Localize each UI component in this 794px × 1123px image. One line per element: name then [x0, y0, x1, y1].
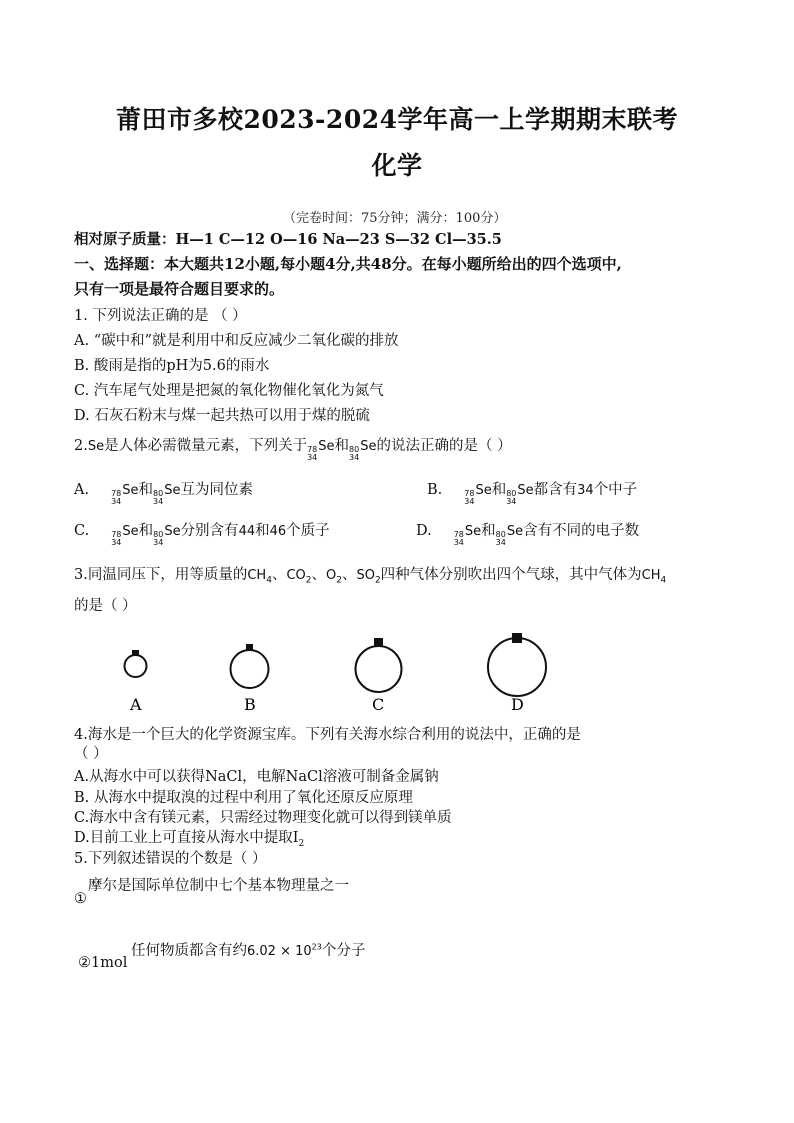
q4-stem-cont: （ ） [74, 746, 108, 762]
q1-option-a: A. “碳中和”就是利用中和反应减少二氧化碳的排放 [74, 333, 399, 349]
balloon-label-b: B [244, 695, 256, 714]
atomic-mass-line: 相对原子质量：H—1 C—12 O—16 Na—23 S—32 Cl—35.5 [74, 231, 502, 248]
q5-item1-text: 摩尔是国际单位制中七个基本物理量之一 [88, 878, 349, 894]
subject-title: 化学 [371, 151, 423, 180]
page-title: 莆田市多校2023-2024学年高一上学期期末联考 [115, 105, 679, 134]
balloon-d [488, 633, 546, 714]
section-heading: 一、选择题：本大题共12小题,每小题4分,共48分。在每小题所给出的四个选项中, [74, 255, 622, 273]
q5-item1-mark: ① [74, 891, 87, 907]
section-heading-cont: 只有一项是最符合题目要求的。 [74, 280, 285, 298]
balloons-figure [110, 628, 570, 716]
balloon-a [125, 650, 147, 714]
exam-info: （完卷时间：75分钟；满分：100分） [283, 211, 507, 226]
q5-stem: 5.下列叙述错误的个数是（ ） [74, 851, 267, 867]
q4-option-d: D.目前工业上可直接从海水中提取$I_2$ [74, 830, 305, 849]
q1-stem: 1. 下列说法正确的是 （ ） [74, 308, 247, 324]
q1-option-b: B. 酸雨是指的pH为5.6的雨水 [74, 358, 270, 374]
q2-stem: 2.Se是人体必需微量元素，下列关于 78 34 Se和 80 34 Se的说法正确的是（ ） [74, 438, 512, 462]
q5-item2-mark: ②1mol [78, 955, 128, 971]
balloon-label-d: D [511, 695, 524, 714]
balloon-label-c: C [372, 695, 385, 714]
q3-stem-cont: 的是（ ） [74, 598, 137, 614]
q1-option-c: C. 汽车尾气处理是把氮的氧化物催化氧化为氮气 [74, 383, 384, 399]
balloon-c [356, 638, 402, 714]
q4-stem: 4.海水是一个巨大的化学资源宝库。下列有关海水综合利用的说法中，正确的是 [74, 727, 581, 743]
q2-option-a: A. 78 34 Se和 80 34 Se互为同位素 [74, 482, 253, 506]
q1-option-d: D. 石灰石粉末与煤一起共热可以用于煤的脱硫 [74, 408, 370, 424]
q2-option-d: D. 78 34 Se和 80 34 Se含有不同的电子数 [416, 523, 640, 547]
balloon-label-a: A [130, 695, 142, 714]
q2-option-c: C. 78 34 Se和 80 34 Se分别含有44和46个质子 [74, 523, 330, 547]
q4-option-a: A.从海水中可以获得NaCl，电解NaCl溶液可制备金属钠 [74, 769, 439, 785]
q2-option-b: B. 78 34 Se和 80 34 Se都含有34个中子 [427, 482, 638, 506]
q4-option-c: C.海水中含有镁元素，只需经过物理变化就可以得到镁单质 [74, 810, 452, 826]
balloon-b [231, 644, 269, 714]
q3-stem: 3.同温同压下，用等质量的$CH_4$、$CO_2$、$O_2$、$SO_2$四种气体分别吹出四个气球，其中气体为$CH_4$ [74, 567, 667, 586]
q4-option-b: B. 从海水中提取溴的过程中利用了氧化还原反应原理 [74, 790, 413, 806]
se78-nuclide: 78 34 Se [307, 439, 335, 462]
se80-nuclide: 80 34 Se [349, 439, 377, 462]
q5-item2-text: 任何物质都含有约$6.02 \times 10^{23}$个分子 [131, 942, 366, 959]
